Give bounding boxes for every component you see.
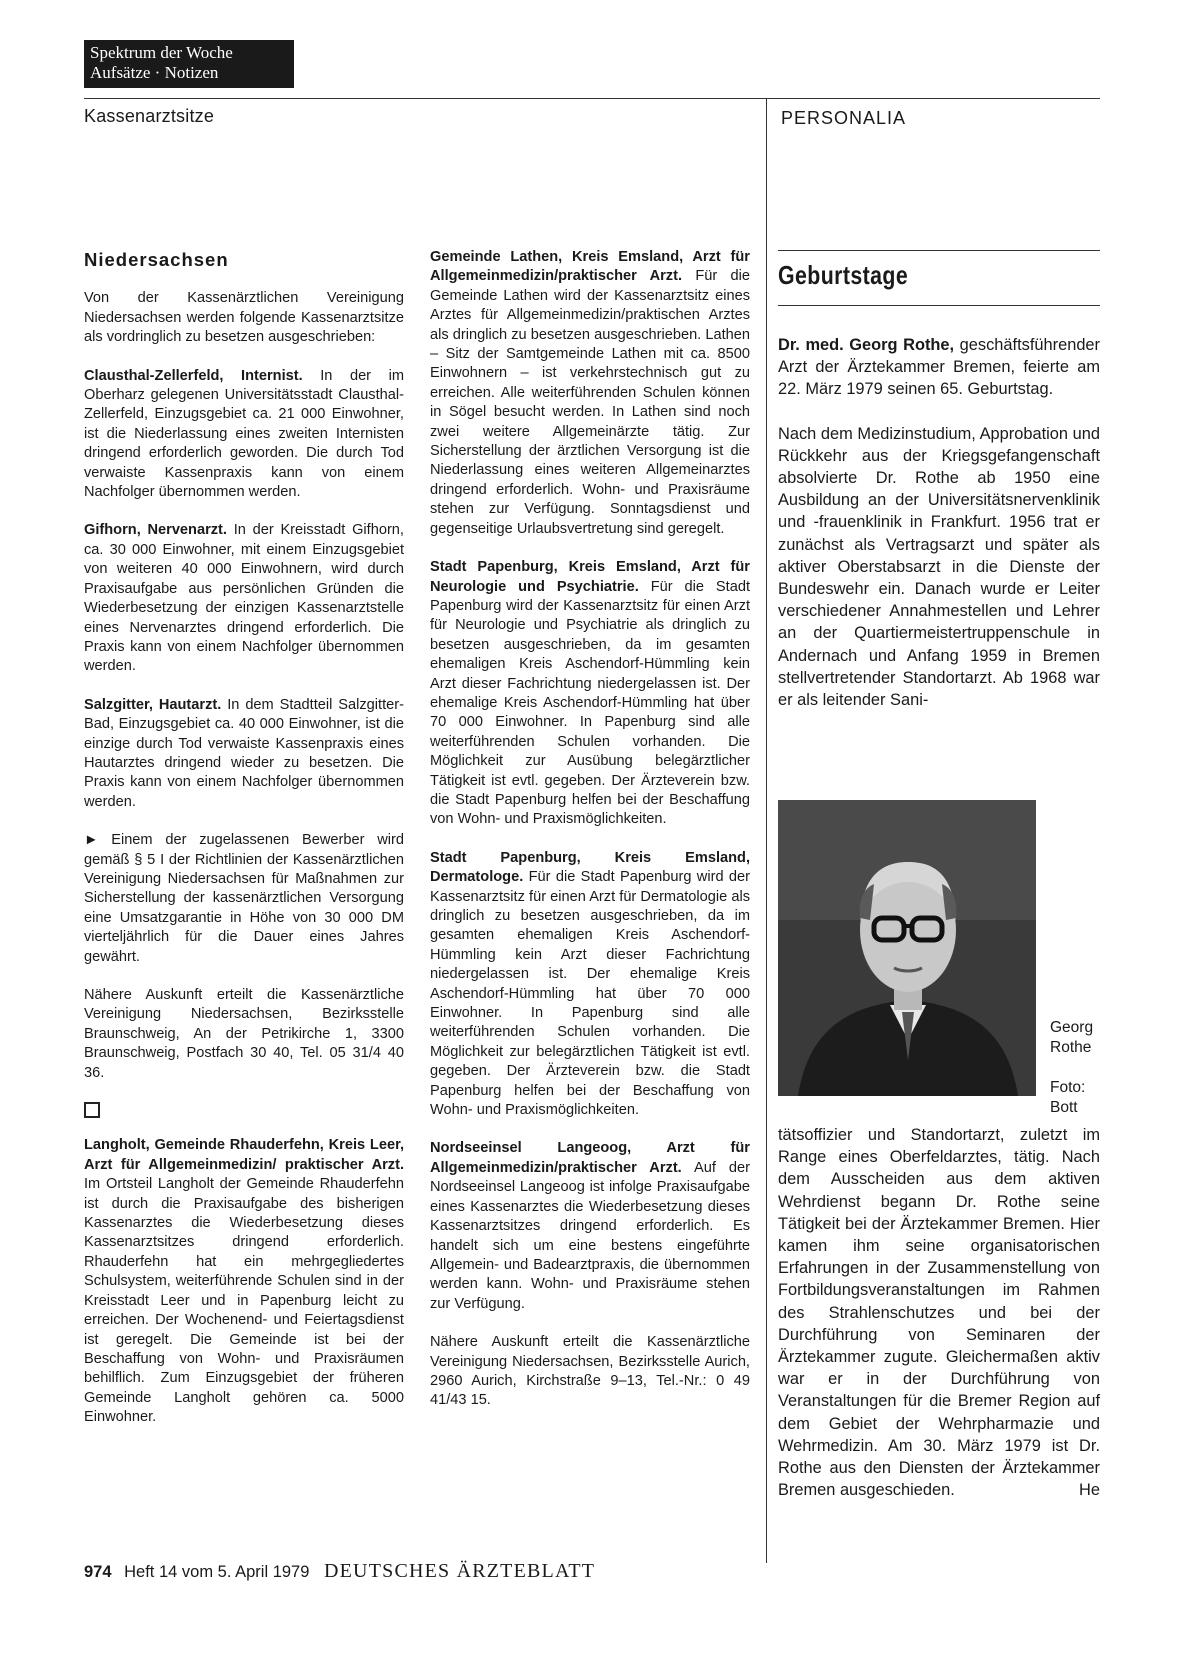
page-number: 974	[84, 1563, 112, 1581]
column-1	[84, 250, 404, 1447]
entry-lead: Gifhorn, Nervenarzt.	[84, 522, 227, 539]
author-signature: He	[1079, 1481, 1100, 1500]
birthday-text: geschäftsführender Arzt der Ärztekammer Bremen, feierte am 22. März 1979 seinen 65. Geburtstag.	[778, 336, 1101, 399]
page-footer	[84, 1560, 595, 1583]
entry-lead: Clausthal-Zellerfeld, Internist.	[84, 367, 303, 384]
column-divider	[766, 98, 767, 1563]
entry-lead: Nordseeinsel Langeoog, Arzt für Allgemeinmedizin/praktischer Arzt.	[430, 1140, 750, 1176]
caption-line: Georg	[1050, 1019, 1094, 1036]
column-2	[430, 248, 750, 1430]
photo-caption-name	[1050, 1018, 1093, 1058]
entry-lead: Langholt, Gemeinde Rhauderfehn, Kreis Leer, Arzt für Allgemeinmedizin/ praktischer Arzt.	[84, 1137, 404, 1173]
portrait-illustration	[778, 800, 1036, 1096]
career-paragraph-continued	[778, 1124, 1100, 1501]
caption-line: Bott	[1050, 1099, 1078, 1116]
career-text: tätsoffizier und Standortarzt, zuletzt im Range eines Oberfeldarztes, tätig. Nach dem Ausscheiden aus dem aktiven Wehrdienst begann Dr. Rothe seine Tätigkeit bei der Ärztekammer Bremen. Hier kamen ihm seine organisatorischen Erfahrungen in der Zusammenstellung von Fortbildungsveranstaltungen im Rahmen des Strahlenschutzes und bei der Durchführung von Seminaren der Ärztekammer zugute. Gleichermaßen aktiv war er in der Durchführung von Veranstaltungen für die Bremer Region auf dem Gebiet der Wehrpharmazie und Wehrmedizin. Am 30. März 1979 ist Dr. Rothe aus den Diensten der Ärztekammer Bremen ausgeschieden.	[778, 1126, 1100, 1500]
triangle-bullet-icon: ►	[84, 832, 99, 849]
square-separator-icon	[84, 1102, 100, 1118]
badge-line-2: Aufsätze · Notizen	[90, 63, 219, 82]
birthday-intro	[778, 334, 1100, 401]
entry-lead: Stadt Papenburg, Kreis Emsland, Arzt für Neurologie und Psychiatrie.	[430, 559, 750, 595]
intro-paragraph: Von der Kassenärztlichen Vereinigung Niedersachsen werden folgende Kassenarztsitze als vordringlich zu besetzen ausgeschrieben:	[84, 290, 404, 346]
heading-niedersachsen: Niedersachsen	[84, 249, 229, 270]
entry-gifhorn	[84, 521, 404, 676]
section-badge	[84, 40, 294, 88]
entry-text: Für die Stadt Papenburg wird der Kassenarztsitz für einen Arzt für Neurologie und Psychiatrie als dringlich zu besetzen ausgeschrieben, da im gesamten ehemaligen Kreis Aschendorf-Hümmling kein Arzt dieser Fachrichtung niedergelassen ist. Der ehemalige Kreis Aschendorf-Hümmling hat über 70 000 Einwohner. In Papenburg sind alle weiterführenden Schulen vorhanden. Die Möglichkeit zur Ausübung belegärztlicher Tätigkeit ist evtl. gegeben. Der Ärzteverein bzw. die Stadt Papenburg helfen bei der Beschaffung von Wohn- und Praxismöglichkeiten.	[430, 578, 750, 828]
entry-text: In der Kreisstadt Gifhorn, ca. 30 000 Einwohner, mit einem Einzugsgebiet von weiteren 40 000 Einwohnern, wird durch Praxisaufgabe aus persönlichen Gründen die Wiederbesetzung der einzigen Kassenarztstelle eines Nervenarztes dringend erforderlich. Die Praxis kann von einem Nachfolger übernommen werden.	[84, 522, 404, 675]
entry-papenburg-neurologie	[430, 558, 750, 830]
column-3-bottom	[778, 1124, 1100, 1501]
entry-lead: Stadt Papenburg, Kreis Emsland, Dermatologe.	[430, 849, 750, 886]
entry-text: In der im Oberharz gelegenen Universitätsstadt Clausthal-Zellerfeld, Einzugsgebiet ca. 21 000 Einwohner, ist die Niederlassung eines zweiten Internisten dringend erforderlich geworden. Die durch Tod verwaiste Kassenpraxis kann von einem Nachfolger übernommen werden.	[84, 367, 404, 501]
heading-geburtstage: Geburtstage	[778, 260, 909, 290]
contact-braunschweig: Nähere Auskunft erteilt die Kassenärztliche Vereinigung Niedersachsen, Bezirksstelle Braunschweig, An der Petrikirche 1, 3300 Braunschweig, Postfach 30 40, Tel. 05 31/4 40 36.	[84, 987, 404, 1081]
header-rule	[84, 98, 1100, 99]
entry-text: Für die Stadt Papenburg wird der Kassenarztsitz für einen Arzt für Dermatologie als dringlich zu besetzen ausgeschrieben, da im gesamten ehemaligen Kreis Aschendorf-Hümmling kein Arzt dieser Fachrichtung niedergelassen ist. Der ehemalige Kreis Aschendorf-Hümmling hat über 70 000 Einwohner. In Papenburg sind alle weiterführenden Schulen vorhanden. Die Möglichkeit zur belegärztlichen Tätigkeit ist evtl. gegeben. Der Ärzteverein bzw. die Stadt Papenburg helfen bei der Beschaffung von Wohn- und Praxismöglichkeiten.	[430, 869, 750, 1119]
separator	[84, 1102, 404, 1124]
person-name: Dr. med. Georg Rothe,	[778, 336, 955, 354]
entry-lead: Gemeinde Lathen, Kreis Emsland, Arzt für Allgemeinmedizin/praktischer Arzt.	[430, 249, 750, 285]
entry-lathen	[430, 248, 750, 539]
portrait-photo	[778, 800, 1036, 1096]
entry-text: Auf der Nordseeinsel Langeoog ist infolge Praxisaufgabe eines Kassenarztes die Wiederbesetzung dieses Kassenarztsitzes dringend erforderlich. Es handelt sich um eine bestens eingeführte Allgemein- und Badearztpraxis, die übernommen werden kann. Wohn- und Praxisräume stehen zur Verfügung.	[430, 1159, 750, 1312]
geburtstage-top-rule	[778, 250, 1100, 251]
entry-clausthal	[84, 367, 404, 503]
entry-text: Für die Gemeinde Lathen wird der Kassenarztsitz eines Arztes für Allgemeinmedizin/praktischen Arztes als dringlich zu besetzen ausgeschrieben. Lathen – Sitz der Samtgemeinde Lathen mit ca. 8500 Einwohnern – ist verkehrstechnisch gut zu erreichen. Alle weiterführenden Schulen können in Sögel besucht werden. In Lathen sind noch zwei weitere Allgemeinärzte tätig. Zur Sicherstellung der ärztlichen Versorgung ist die Niederlassung eines weiteren Allgemeinarztes dringend erforderlich. Wohn- und Praxisräume stehen zur Verfügung. Sonntagsdienst und gegenseitige Urlaubsvertretung sind geregelt.	[430, 268, 751, 537]
section-title-left: Kassenarztsitze	[84, 106, 215, 126]
entry-papenburg-dermatologie	[430, 849, 750, 1121]
entry-lead: Salzgitter, Hautarzt.	[84, 696, 222, 713]
column-3-top	[778, 334, 1100, 711]
entry-text: Im Ortsteil Langholt der Gemeinde Rhauderfehn ist durch die Praxisaufgabe des bisherigen Kassenarztes die Wiederbesetzung dieses Kassenarztsitzes dringend erforderlich. Rhauderfehn hat ein mehrgegliedertes Schulsystem, weiterführende Schulen sind in der Kreisstadt Leer und in Papenburg leicht zu erreichen. Der Wochenend- und Feiertagsdienst ist geregelt. Die Gemeinde ist bei der Beschaffung von Wohn- und Praxisräumen behilflich. Zum Einzugsgebiet der früheren Gemeinde Langholt gehören ca. 5000 Einwohner.	[84, 1176, 404, 1426]
entry-text: In dem Stadtteil Salzgitter-Bad, Einzugsgebiet ca. 40 000 Einwohner, ist die einzige durch Tod verwaiste Kassenpraxis eines Hautarztes dringend wieder zu besetzen. Die Praxis kann von einem Nachfolger übernommen werden.	[84, 696, 404, 810]
caption-line: Rothe	[1050, 1039, 1092, 1056]
career-paragraph: Nach dem Medizinstudium, Approbation und Rückkehr aus der Kriegsgefangenschaft absolvierte Dr. Rothe ab 1950 eine Ausbildung an der Universitätsnervenklinik und -frauenklinik in Frankfurt. 1956 trat er zunächst als Vertragsarzt und später als aktiver Oberstabsarzt in die Dienste der Bundeswehr ein. Danach wurde er Leiter verschiedener Annahmestellen und Lehrer an der Quartiermeistertruppenschule in Andernach und Anfang 1959 in Bremen stellvertretender Standortarzt. Ab 1968 war er als leitender Sani-	[778, 424, 1100, 710]
badge-line-1: Spektrum der Woche	[90, 43, 233, 62]
magazine-name: DEUTSCHES ÄRZTEBLATT	[324, 1560, 596, 1582]
note-text: Einem der zugelassenen Bewerber wird gemäß § 5 I der Richtlinien der Kassenärztlichen Vereinigung Niedersachsen für Maßnahmen zur Sicherstellung der kassenärztlichen Versorgung eine Umsatzgarantie in Höhe von 30 000 DM vierteljährlich für die Dauer eines Jahres gewährt.	[84, 832, 404, 965]
contact-aurich: Nähere Auskunft erteilt die Kassenärztliche Vereinigung Niedersachsen, Bezirksstelle Aurich, 2960 Aurich, Kirchstraße 9–13, Tel.-Nr.: 0 49 41/43 15.	[430, 1334, 750, 1409]
note-paragraph	[84, 831, 404, 967]
entry-langholt	[84, 1136, 404, 1427]
entry-langeoog	[430, 1139, 750, 1314]
issue-info: Heft 14 vom 5. April 1979	[124, 1563, 310, 1581]
entry-salzgitter	[84, 696, 404, 812]
section-title-right: PERSONALIA	[781, 108, 907, 128]
caption-line: Foto:	[1050, 1079, 1086, 1096]
geburtstage-bottom-rule	[778, 305, 1100, 306]
photo-credit	[1050, 1078, 1085, 1118]
